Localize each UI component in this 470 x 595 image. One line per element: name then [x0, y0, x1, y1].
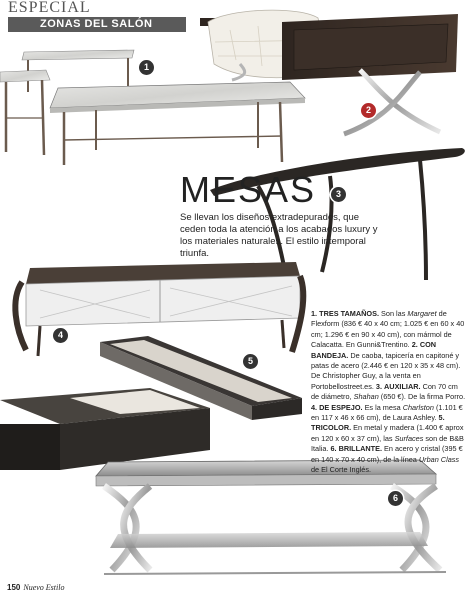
product-5-surfaces-tables: [0, 336, 302, 470]
page-footer: [7, 583, 64, 592]
section-kicker: ESPECIAL: [8, 0, 91, 16]
magazine-name: Nuevo Estilo: [23, 583, 65, 592]
badge-4: 4: [53, 328, 68, 343]
page-headline: MESAS: [180, 169, 317, 210]
badge-3: 3: [331, 187, 346, 202]
product-item-2: 2. CON BANDEJA. De caoba, tapicería en capitoné y patas de acero (2.446 € en 120 x 35 x 48 cm). De Christopher Guy, a la venta en Portobellostreet.es.: [311, 340, 461, 391]
page-number: 150: [7, 583, 21, 592]
badge-5: 5: [243, 354, 258, 369]
intro-paragraph: Se llevan los diseños extradepurados, que ceden toda la atención a los acabados luxury y los materiales naturales. El estilo intemporal triunfa.: [180, 212, 378, 259]
product-item-5: 5. TRICOLOR. En metal y madera (1.400 € aprox en 120 x 60 x 37 cm), las Surfaces son de B&B Italia.: [311, 413, 464, 454]
section-title: ZONAS DEL SALÓN: [40, 18, 153, 30]
product-item-6: 6. BRILLANTE. En acero y cristal (395 € en 140 x 70 x 40 cm), de la línea Urban Class de El Corte Inglés.: [311, 444, 463, 475]
product-item-1: 1. TRES TAMAÑOS. Son las Margaret de Flexform (836 € 40 x 40 cm; 1.025 € en 60 x 40 cm; 1.296 € en 90 x 40 cm), con mármol de Calacatta. En Gunni&Trentino.: [311, 309, 465, 350]
product-2-tray-table: [200, 10, 458, 134]
badge-1: 1: [139, 60, 154, 75]
product-item-4: 4. DE ESPEJO. Es la mesa Charlston (1.101 € en 117 x 46 x 66 cm), de Laura Ashley.: [311, 402, 463, 423]
product-item-3: 3. AUXILIAR. Con 70 cm de diámetro, Shahan (650 €). De la firma Porro.: [311, 381, 466, 402]
badge-6: 6: [388, 491, 403, 506]
product-descriptions: [311, 309, 466, 476]
product-6-glass-table: [96, 460, 446, 574]
badge-2: 2: [361, 103, 376, 118]
